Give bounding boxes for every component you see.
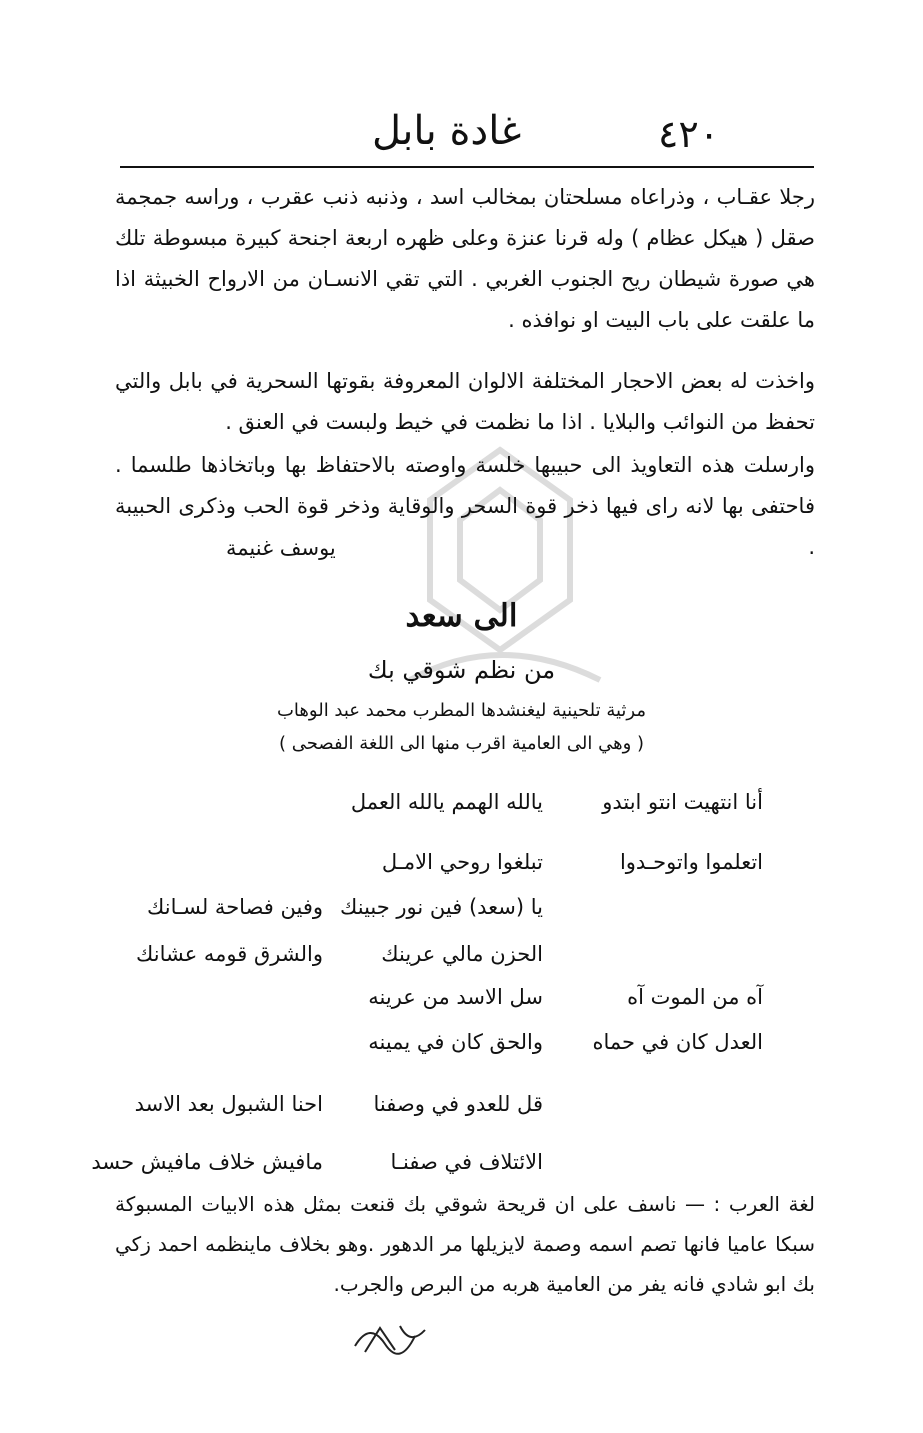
page-number: ٤٢٠ <box>658 112 720 156</box>
verse-row-8-left: مافيش خلاف مافيش حسد <box>91 1150 323 1174</box>
verse-row-7-mid: قل للعدو في وصفنا <box>373 1092 543 1116</box>
verse-row-3-left: وفين فصاحة لسـانك <box>147 895 323 919</box>
editorial-footnote: لغة العرب : — ناسف على ان قريحة شوقي بك قنعت بمثل هذه الابيات المسبوكة سبكا عاميا فانها تصم اسمه وصمة لايزيلها مر الدهور .وهو بخلاف ماينظمه احمد زكي بك ابو شادي فانه يفر من العامية هربه من البرص والجرب. <box>115 1192 815 1296</box>
verse-row-1-mid: يالله الهمم يالله العمل <box>350 790 543 814</box>
author-signature: يوسف غنيمة <box>226 536 336 560</box>
paragraph-3: وارسلت هذه التعاويذ الى حبيبها خلسة واوصته بالاحتفاظ بها وباتخاذها طلسما . فاحتفى بها لانه راى فيها ذخر قوة السحر والوقاية وذخر قوة الحب وذكرى الحبيبة . <box>115 453 815 559</box>
running-title: غادة بابل <box>372 108 522 154</box>
poem-note: ( وهي الى العامية اقرب منها الى اللغة الفصحى ) <box>278 733 645 754</box>
poem-author: من نظم شوقي بك <box>367 656 556 684</box>
verse-row-5-mid: سل الاسد من عرينه <box>368 985 543 1009</box>
poem-title: الى سعد <box>405 598 518 634</box>
verse-row-6-mid: والحق كان في يمينه <box>368 1030 543 1054</box>
verse-row-4-mid: الحزن مالي عرينك <box>381 942 543 966</box>
ink-stamp <box>350 1316 430 1358</box>
poem-description: مرثية تلحينية ليغنشدها المطرب محمد عبد الوهاب <box>276 700 647 721</box>
paragraph-2: واخذت له بعض الاحجار المختلفة الالوان المعروفة بقوتها السحرية في بابل والتي تحفظ من النوائب والبلايا . اذا ما نظمت في خيط ولبست في العنق . <box>115 369 815 434</box>
verse-row-6-right: العدل كان في حماه <box>592 1030 763 1054</box>
paragraph-1: رجلا عقـاب ، وذراعاه مسلحتان بمخالب اسد ، وذنبه ذنب عقرب ، وراسه جمجمة صقل ( هيكل عظام ) وله قرنا عنزة وعلى ظهره اربعة اجنحة كبيرة مبسوطة تلك هي صورة شيطان ريح الجنوب الغربي . التي تقي الانسـان من الارواح الخبيثة اذا ما علقت على باب البيت او نوافذه . <box>115 185 815 332</box>
verse-row-7-left: احنا الشبول بعد الاسد <box>134 1092 323 1116</box>
verse-row-8-mid: الائتلاف في صفنـا <box>390 1150 543 1174</box>
verse-row-2-mid: تبلغوا روحي الامـل <box>381 850 543 874</box>
verse-row-3-mid: يا (سعد) فين نور جبينك <box>340 895 543 919</box>
verse-row-1-right: أنا انتهيت انتو ابتدو <box>602 790 763 814</box>
verse-row-2-right: اتعلموا واتوحـدوا <box>619 850 763 874</box>
verse-row-5-right: آه من الموت آه <box>627 985 763 1009</box>
verse-row-4-left: والشرق قومه عشانك <box>136 942 323 966</box>
header-rule <box>120 166 814 168</box>
